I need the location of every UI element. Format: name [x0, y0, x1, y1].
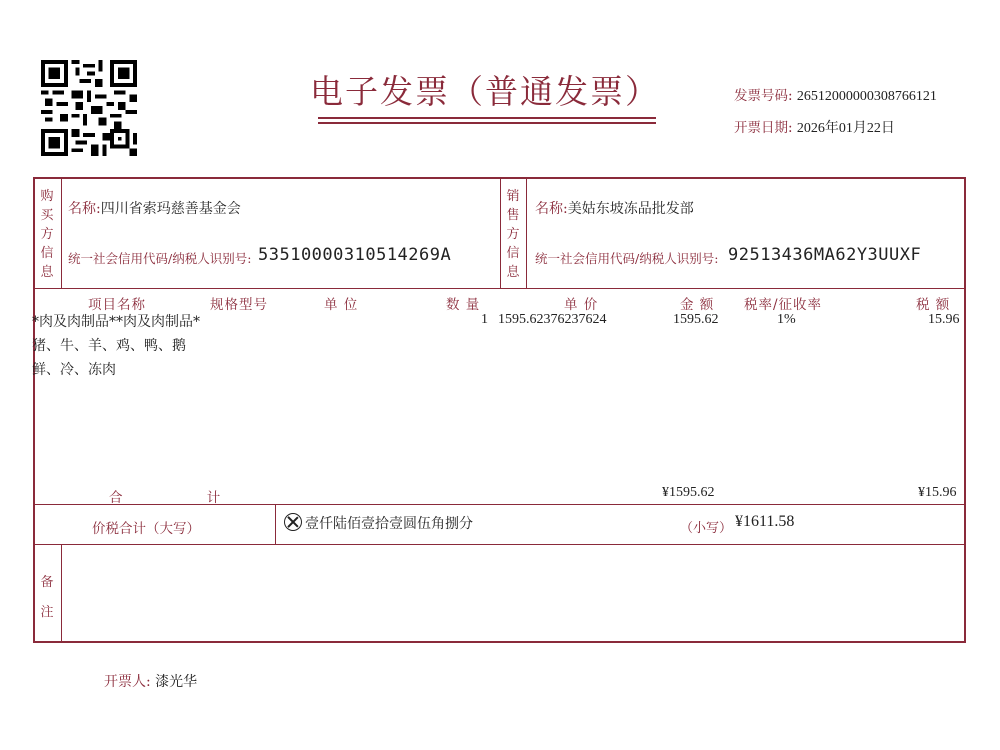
seller-name-label: 名称:	[535, 201, 568, 217]
buyer-section-label	[38, 187, 56, 282]
label-char: 售	[506, 208, 520, 223]
label-char: 息	[506, 265, 520, 280]
invoice-number-label: 发票号码:	[734, 88, 793, 104]
label-char: 备	[40, 575, 54, 590]
issuer-label: 开票人:	[104, 674, 151, 690]
col-header-unit: 单 位	[324, 297, 359, 313]
invoice-number-value: 26512000000308766121	[796, 89, 937, 104]
label-char: 息	[40, 265, 54, 280]
invoice-number	[734, 84, 937, 105]
buyer-taxid-label: 统一社会信用代码/纳税人识别号:	[68, 251, 252, 266]
table-row-tax-rate: 1%	[777, 312, 796, 327]
label-char: 购	[40, 189, 54, 204]
table-row-amount: 1595.62	[673, 312, 719, 327]
col-header-item-name: 项目名称	[88, 297, 146, 313]
issue-date-label: 开票日期:	[734, 120, 793, 136]
buyer-name-value: 四川省索玛慈善基金会	[100, 201, 241, 217]
divider	[33, 288, 966, 289]
qr-code-icon	[41, 60, 137, 156]
label-char: 销	[506, 189, 520, 204]
seller-name	[535, 198, 694, 218]
label-char: 买	[40, 208, 54, 223]
table-row-quantity: 1	[481, 312, 488, 327]
total-lowercase-label: （小写）	[680, 521, 733, 536]
divider	[61, 177, 62, 288]
table-row-tax: 15.96	[928, 312, 960, 327]
total-label: 合 计	[109, 490, 261, 506]
title-underline-2	[318, 122, 656, 124]
remarks-label	[38, 568, 56, 628]
seller-section-label	[504, 187, 522, 282]
divider	[526, 177, 527, 288]
seller-name-value: 美姑东坡冻品批发部	[567, 201, 694, 217]
total-lowercase-value: ¥1611.58	[735, 513, 795, 530]
total-amount: ¥1595.62	[662, 485, 715, 500]
label-char: 信	[506, 246, 520, 261]
divider	[61, 544, 62, 643]
table-row-unit-price: 1595.62376237624	[498, 312, 607, 327]
label-char: 方	[40, 227, 54, 242]
seller-taxid-value: 92513436MA62Y3UUXF	[728, 245, 922, 265]
col-header-unit-price: 单 价	[564, 297, 599, 313]
table-row-item-name: *肉及肉制品**肉及肉制品*猪、牛、羊、鸡、鸭、鹅鲜、冷、冻肉	[32, 314, 200, 378]
col-header-spec: 规格型号	[210, 297, 268, 313]
title-underline	[318, 117, 656, 119]
divider	[500, 177, 501, 288]
buyer-taxid-value: 53510000310514269A	[258, 245, 452, 265]
issuer-name: 漆光华	[155, 674, 198, 690]
col-header-tax: 税 额	[916, 297, 951, 313]
buyer-name-label: 名称:	[68, 201, 101, 217]
divider	[275, 504, 276, 544]
total-tax: ¥15.96	[918, 485, 957, 500]
circle-x-icon	[284, 513, 302, 531]
issue-date-value: 2026年01月22日	[796, 121, 895, 136]
issue-date	[734, 116, 895, 137]
label-char: 信	[40, 246, 54, 261]
seller-taxid-label: 统一社会信用代码/纳税人识别号:	[535, 251, 719, 266]
issuer	[104, 671, 197, 691]
label-char: 注	[40, 605, 54, 620]
label-char: 方	[506, 227, 520, 242]
total-uppercase-value: 壹仟陆佰壹拾壹圆伍角捌分	[305, 516, 473, 532]
col-header-quantity: 数 量	[446, 297, 481, 313]
page-title: 电子发票（普通发票）	[310, 72, 660, 111]
col-header-amount: 金 额	[680, 297, 715, 313]
divider	[33, 544, 966, 545]
buyer-name	[68, 198, 241, 218]
total-with-tax-label: 价税合计（大写）	[92, 521, 200, 537]
col-header-tax-rate: 税率/征收率	[744, 297, 823, 313]
